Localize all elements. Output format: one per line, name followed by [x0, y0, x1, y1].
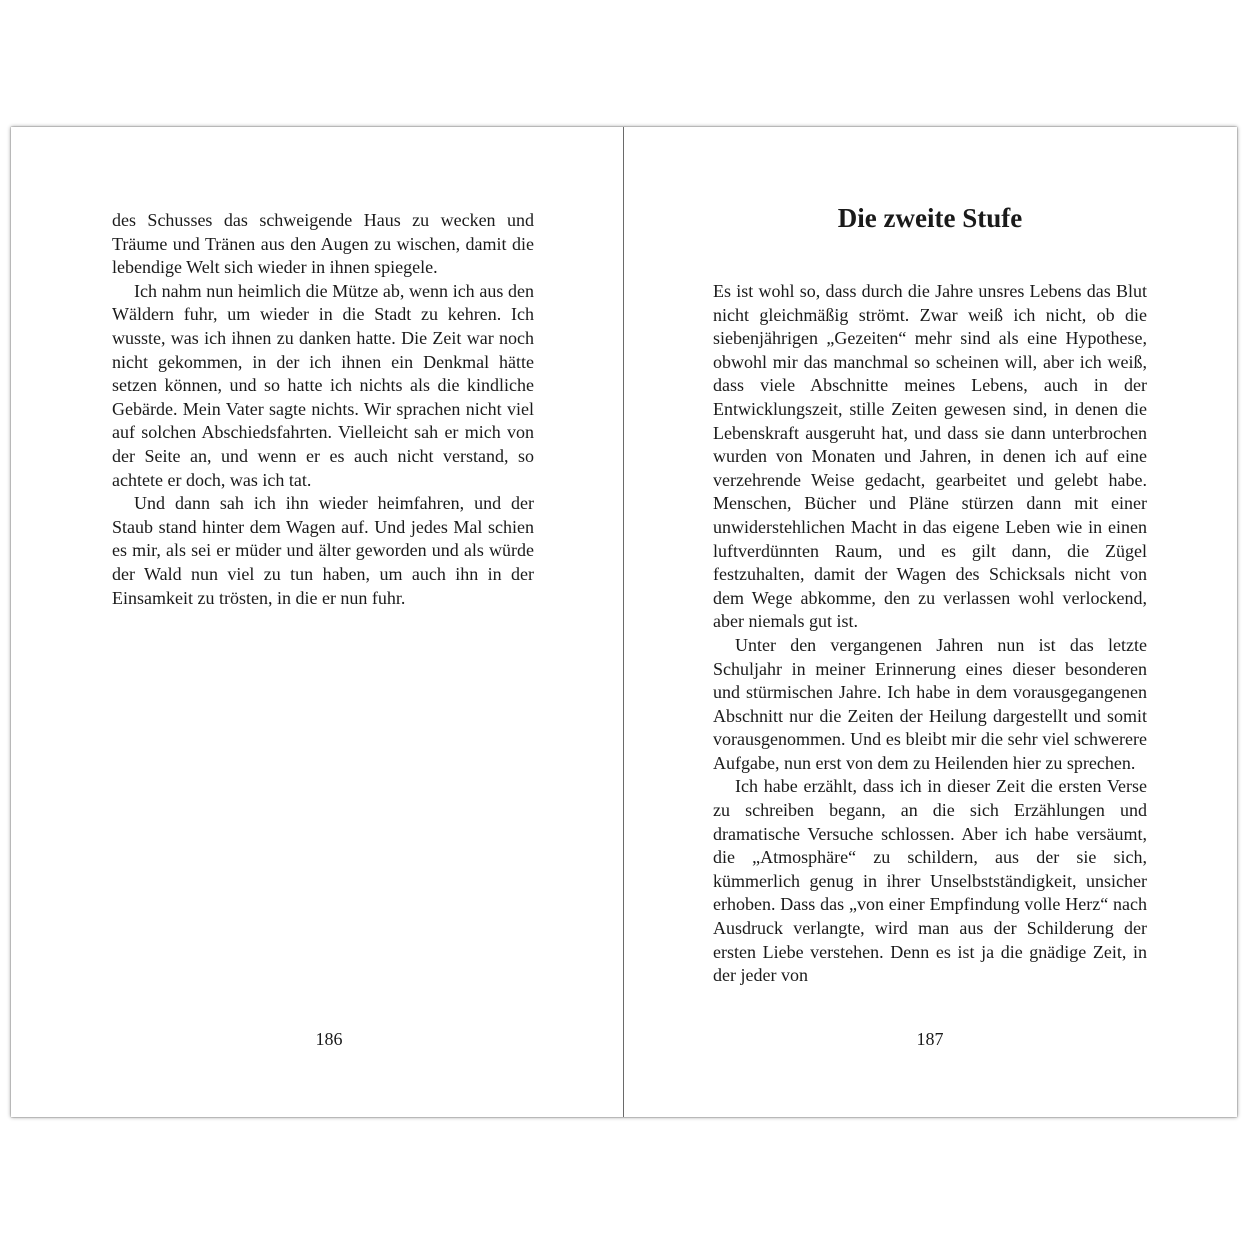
- left-page-body: [112, 209, 534, 610]
- right-page: [624, 127, 1237, 1117]
- book-spread: [11, 127, 1237, 1117]
- right-paragraph-3: Ich habe erzählt, dass ich in dieser Zeit die ersten Verse zu schreiben begann, an die sich Erzählungen und dramatische Versuche schlossen. Aber ich habe versäumt, die „Atmosphäre“ zu schildern, aus der sie sich, kümmerlich genug in ihrer Unselbstständigkeit, unsicher erhoben. Dass das „von einer Empfindung volle Herz“ nach Ausdruck verlangte, wird man aus der Schilderung der ersten Liebe verstehen. Denn es ist ja die gnädige Zeit, in der jeder von: [713, 776, 1147, 986]
- right-page-number: 187: [916, 1029, 944, 1049]
- left-paragraph-1: des Schusses das schweigende Haus zu wecken und Träume und Tränen aus den Augen zu wischen, damit die lebendige Welt sich wieder in ihnen spiegele.: [112, 210, 534, 278]
- right-paragraph-1: Es ist wohl so, dass durch die Jahre unsres Lebens das Blut nicht gleichmäßig strömt. Zwar weiß ich nicht, ob die siebenjährigen „Gezeiten“ mehr sind als eine Hypothese, obwohl mir das manchmal so scheinen will, aber ich weiß, dass viele Abschnitte meines Lebens, auch in der Entwicklungszeit, stille Zeiten gewesen sind, in denen die Lebenskraft ausgeruht hat, und dass sie dann unterbrochen wurden von Monaten und Jahren, in denen ich auf eine verzehrende Weise gedacht, gearbeitet und gelebt habe. Menschen, Bücher und Pläne stürzen dann mit einer unwiderstehlichen Macht in das eigene Leben wie in einen luftverdünnten Raum, und es gilt dann, die Zügel festzuhalten, damit der Wagen des Schicksals nicht von dem Wege abkomme, den zu verlassen wohl verlockend, aber niemals gut ist.: [713, 281, 1147, 632]
- left-paragraph-2: Ich nahm nun heimlich die Mütze ab, wenn ich aus den Wäldern fuhr, um wieder in die Stadt zu kehren. Ich wusste, was ich ihnen zu danken hatte. Die Zeit war noch nicht gekommen, in der ich ihnen ein Denkmal hätte setzen können, und so hatte ich nichts als die kindliche Gebärde. Mein Vater sagte nichts. Wir sprachen nicht viel auf solchen Abschiedsfahrten. Vielleicht sah er mich von der Seite an, und wenn er es auch nicht verstand, so achtete er doch, was ich tat.: [112, 280, 534, 490]
- left-paragraph-3: Und dann sah ich ihn wieder heimfahren, und der Staub stand hinter dem Wagen auf. Und jedes Mal schien es mir, als sei er müder und älter geworden und als würde der Wald nun viel zu tun haben, um auch ihn in der Einsamkeit zu trösten, in die er nun fuhr.: [112, 493, 534, 608]
- chapter-title: Die zweite Stufe: [837, 203, 1023, 233]
- right-page-body: [713, 280, 1147, 988]
- left-page: [11, 127, 623, 1117]
- left-page-number: 186: [315, 1029, 343, 1049]
- right-paragraph-2: Unter den vergangenen Jahren nun ist das letzte Schuljahr in meiner Erinnerung eines dieser besonderen und stürmischen Jahre. Ich habe in dem vorausgegangenen Abschnitt nur die Zeiten der Heilung dargestellt und somit vorausgenommen. Und es bleibt mir die sehr viel schwerere Aufgabe, nun erst von dem zu Heilenden hier zu sprechen.: [713, 634, 1147, 773]
